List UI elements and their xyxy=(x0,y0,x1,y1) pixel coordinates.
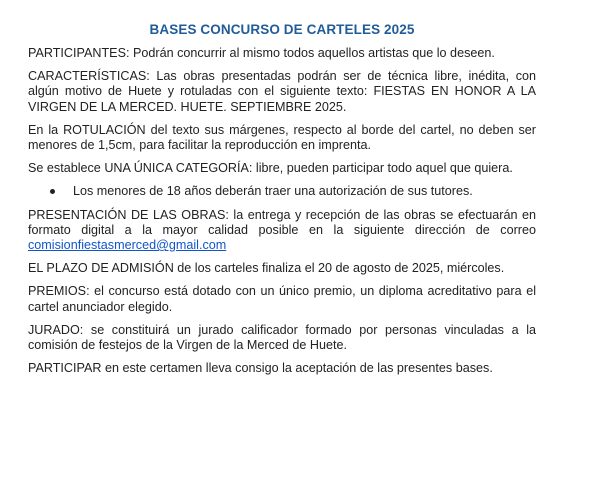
document-page xyxy=(28,22,536,384)
paragraph-presentacion xyxy=(28,208,536,254)
presentacion-text: PRESENTACIÓN DE LAS OBRAS: la entrega y recepción de las obras se efectuarán en formato digital a la mayor calidad posible en la siguiente dirección de correo xyxy=(28,207,536,237)
bullet-text: Los menores de 18 años deberán traer una autorización de sus tutores. xyxy=(73,184,473,199)
paragraph-rotulacion: En la ROTULACIÓN del texto sus márgenes, respecto al borde del cartel, no deben ser menores de 1,5cm, para facilitar la reproducción en imprenta. xyxy=(28,122,536,153)
paragraph-caracteristicas: CARACTERÍSTICAS: Las obras presentadas podrán ser de técnica libre, inédita, con algún motivo de Huete y rotuladas con el siguiente texto: FIESTAS EN HONOR A LA VIRGEN DE LA MERCED. HUETE. SEPTIEMBRE 2025. xyxy=(28,69,536,114)
paragraph-plazo: EL PLAZO DE ADMISIÓN de los carteles finaliza el 20 de agosto de 2025, miércoles. xyxy=(28,261,505,276)
document-title: BASES CONCURSO DE CARTELES 2025 xyxy=(149,22,415,37)
paragraph-categoria: Se establece UNA ÚNICA CATEGORÍA: libre, pueden participar todo aquel que quiera. xyxy=(28,161,513,176)
bullet-dot-icon xyxy=(50,189,55,194)
paragraph-participar: PARTICIPAR en este certamen lleva consigo la aceptación de las presentes bases. xyxy=(28,361,493,376)
paragraph-premios: PREMIOS: el concurso está dotado con un único premio, un diploma acreditativo para el cartel anunciador elegido. xyxy=(28,284,536,314)
paragraph-participantes: PARTICIPANTES: Podrán concurrir al mismo todos aquellos artistas que lo deseen. xyxy=(28,46,495,60)
bullet-list xyxy=(28,184,536,199)
email-link[interactable]: comisionfiestasmerced@gmail.com xyxy=(28,238,227,253)
paragraph-jurado: JURADO: se constituirá un jurado calificador formado por personas vinculadas a la comisión de festejos de la Virgen de la Merced de Huete. xyxy=(28,322,536,353)
list-item xyxy=(28,184,536,199)
